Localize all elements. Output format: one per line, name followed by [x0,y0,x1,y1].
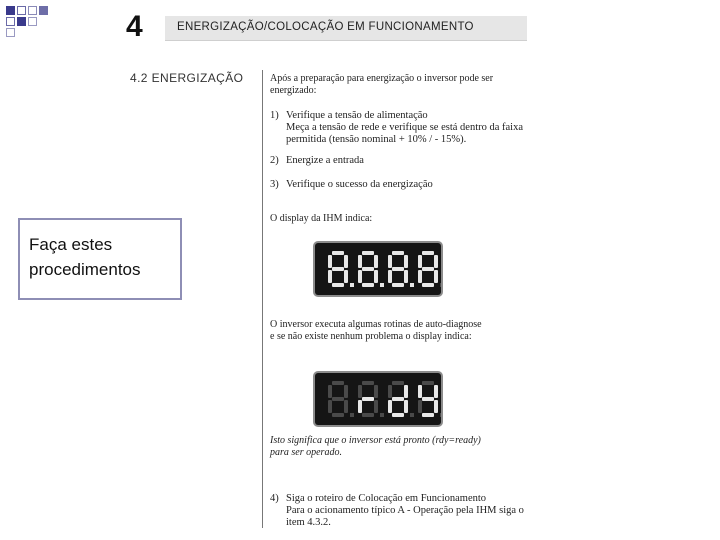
callout-text-line-2: procedimentos [29,260,141,279]
step-2-number: 2) [270,155,279,166]
step-1-title: Verifique a tensão de alimentação [286,110,428,121]
display1-digit-2-decimal-point [380,283,384,287]
step-4-title: Siga o roteiro de Colocação em Funcionamento [286,493,487,504]
display2-digit-1-segment-g [332,397,344,401]
display2-digit-3-segment-g [392,397,404,401]
column-divider [262,70,263,528]
step-3 [270,179,433,191]
display1-digit-2-segment-d [362,283,374,287]
display2-digit-3-segment-b [404,385,408,398]
display1-digit-3-decimal-point [410,283,414,287]
display2-digit-4-segment-f [418,385,422,398]
ready-line-2: para ser operado. [270,447,342,458]
display1-digit-3-segment-g [392,267,404,271]
display1-digit-3-segment-c [404,270,408,283]
ready-text [270,435,481,459]
step-4-desc-1: Para o acionamento típico A - Operação pela IHM siga o [286,505,524,516]
display1-digit-4-segment-f [418,255,422,268]
display2-digit-4-segment-g [422,397,434,401]
display1-digit-1-segment-e [328,270,332,283]
display1-digit-1-segment-b [344,255,348,268]
display2-digit-3-segment-d [392,413,404,417]
display1-digit-1-segment-d [332,283,344,287]
ready-line-1: Isto significa que o inversor está pronto (rdy=ready) [270,435,481,446]
display-all-segments [315,243,441,295]
display2-digit-2-segment-a [362,381,374,385]
step-4 [270,493,524,529]
display2-digit-3-segment-f [388,385,392,398]
display2-digit-2-segment-c [374,400,378,413]
display2-digit-4-segment-c [434,400,438,413]
step-1-number: 1) [270,110,279,121]
step-1-desc-1: Meça a tensão de rede e verifique se está dentro da faixa [286,122,524,133]
display1-digit-1-segment-a [332,251,344,255]
display2-digit-1-segment-a [332,381,344,385]
diagnose-line-2: e se não existe nenhum problema o display indica: [270,331,472,342]
step-3-number: 3) [270,179,279,190]
display1-digit-4-decimal-point [440,283,441,287]
display1-digit-4-segment-a [422,251,434,255]
diagnose-line-1: O inversor executa algumas rotinas de auto-diagnose [270,319,482,330]
display2-digit-1-segment-c [344,400,348,413]
display-all-segments-digits [315,243,441,295]
display2-digit-1-decimal-point [350,413,354,417]
display2-digit-2-segment-e [358,400,362,413]
display2-digit-2-segment-d [362,413,374,417]
display1-digit-3-segment-f [388,255,392,268]
display2-digit-2-segment-f [358,385,362,398]
display1-digit-3-segment-a [392,251,404,255]
display2-digit-3-segment-a [392,381,404,385]
display1-digit-4-segment-d [422,283,434,287]
callout-text-line-1: Faça estes [29,235,113,254]
intro-line-2: energizado: [270,85,317,96]
display2-digit-2-segment-g [362,397,374,401]
display2-digit-4-segment-a [422,381,434,385]
corner-decoration [0,0,60,44]
display1-digit-4-segment-g [422,267,434,271]
display2-digit-1-segment-b [344,385,348,398]
display2-digit-3-segment-e [388,400,392,413]
display2-digit-1-segment-f [328,385,332,398]
display1-digit-4-segment-e [418,270,422,283]
step-4-desc-2: item 4.3.2. [286,517,331,528]
display-intro: O display da IHM indica: [270,213,373,224]
display1-digit-1-segment-g [332,267,344,271]
display1-digit-2-segment-g [362,267,374,271]
display1-digit-1-segment-f [328,255,332,268]
display1-digit-2-segment-c [374,270,378,283]
display1-digit-2-segment-e [358,270,362,283]
section-title: 4.2 ENERGIZAÇÃO [130,71,244,85]
callout-box [18,218,182,300]
display1-digit-1-decimal-point [350,283,354,287]
intro-text [270,73,493,97]
chapter-number: 4 [126,10,143,43]
step-3-title: Verifique o sucesso da energização [286,179,433,190]
display1-digit-2-segment-b [374,255,378,268]
display2-digit-3-decimal-point [410,413,414,417]
display1-digit-3-segment-e [388,270,392,283]
display2-digit-3-segment-c [404,400,408,413]
step-1-desc-2: permitida (tensão nominal + 10% / - 15%). [286,134,467,145]
display2-digit-4-decimal-point [440,413,441,417]
display-ready [315,373,441,425]
display2-digit-4-segment-d [422,413,434,417]
display2-digit-4-segment-b [434,385,438,398]
display1-digit-4-segment-c [434,270,438,283]
display2-digit-1-segment-d [332,413,344,417]
display2-digit-2-decimal-point [380,413,384,417]
diagnose-text [270,319,482,343]
display2-digit-2-segment-b [374,385,378,398]
intro-line-1: Após a preparação para energização o inversor pode ser [270,73,494,84]
display1-digit-3-segment-d [392,283,404,287]
display2-digit-4-segment-e [418,400,422,413]
display1-digit-2-segment-a [362,251,374,255]
display1-digit-2-segment-f [358,255,362,268]
display1-digit-4-segment-b [434,255,438,268]
display1-digit-1-segment-c [344,270,348,283]
step-1 [270,110,523,146]
header-title: ENERGIZAÇÃO/COLOCAÇÃO EM FUNCIONAMENTO [177,21,474,33]
display2-digit-1-segment-e [328,400,332,413]
step-4-number: 4) [270,493,279,504]
display-ready-digits [315,373,441,425]
step-2 [270,155,364,167]
step-2-title: Energize a entrada [286,155,364,166]
display1-digit-3-segment-b [404,255,408,268]
